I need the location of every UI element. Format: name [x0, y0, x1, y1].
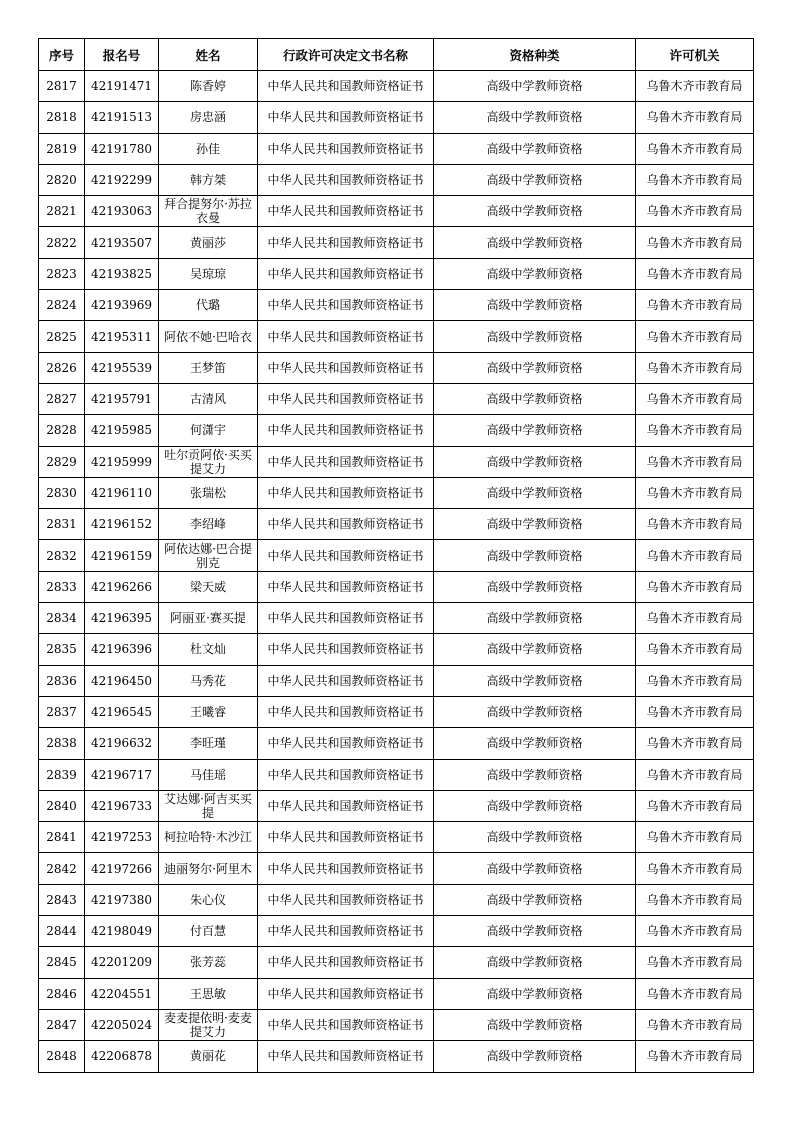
cell-licensing-authority: 乌鲁木齐市教育局 — [636, 1041, 754, 1072]
table-row — [39, 446, 754, 477]
cell-document-name: 中华人民共和国教师资格证书 — [258, 290, 434, 321]
cell-qualification-type: 高级中学教师资格 — [434, 509, 636, 540]
cell-licensing-authority: 乌鲁木齐市教育局 — [636, 571, 754, 602]
cell-licensing-authority: 乌鲁木齐市教育局 — [636, 164, 754, 195]
table-row — [39, 509, 754, 540]
cell-serial-number: 2830 — [39, 477, 85, 508]
cell-name: 王曦睿 — [159, 696, 258, 727]
table-row — [39, 853, 754, 884]
cell-licensing-authority: 乌鲁木齐市教育局 — [636, 415, 754, 446]
cell-qualification-type: 高级中学教师资格 — [434, 258, 636, 289]
cell-qualification-type: 高级中学教师资格 — [434, 853, 636, 884]
cell-licensing-authority: 乌鲁木齐市教育局 — [636, 822, 754, 853]
cell-serial-number: 2843 — [39, 884, 85, 915]
cell-registration-number: 42204551 — [85, 978, 159, 1009]
cell-document-name: 中华人民共和国教师资格证书 — [258, 728, 434, 759]
cell-name: 王梦笛 — [159, 352, 258, 383]
cell-registration-number: 42197253 — [85, 822, 159, 853]
cell-licensing-authority: 乌鲁木齐市教育局 — [636, 227, 754, 258]
cell-serial-number: 2827 — [39, 383, 85, 414]
cell-licensing-authority: 乌鲁木齐市教育局 — [636, 196, 754, 227]
cell-qualification-type: 高级中学教师资格 — [434, 571, 636, 602]
cell-document-name: 中华人民共和国教师资格证书 — [258, 383, 434, 414]
cell-registration-number: 42196545 — [85, 696, 159, 727]
table-row — [39, 696, 754, 727]
table-row — [39, 477, 754, 508]
cell-document-name: 中华人民共和国教师资格证书 — [258, 352, 434, 383]
cell-document-name: 中华人民共和国教师资格证书 — [258, 571, 434, 602]
cell-document-name: 中华人民共和国教师资格证书 — [258, 164, 434, 195]
cell-document-name: 中华人民共和国教师资格证书 — [258, 790, 434, 821]
cell-serial-number: 2832 — [39, 540, 85, 571]
table-body — [39, 71, 754, 1073]
table-row — [39, 603, 754, 634]
cell-qualification-type: 高级中学教师资格 — [434, 415, 636, 446]
table-header — [39, 39, 754, 71]
cell-name: 迪丽努尔·阿里木 — [159, 853, 258, 884]
cell-registration-number: 42196396 — [85, 634, 159, 665]
cell-registration-number: 42195311 — [85, 321, 159, 352]
cell-qualification-type: 高级中学教师资格 — [434, 634, 636, 665]
cell-licensing-authority: 乌鲁木齐市教育局 — [636, 884, 754, 915]
table-row — [39, 665, 754, 696]
cell-registration-number: 42193063 — [85, 196, 159, 227]
cell-name: 梁天威 — [159, 571, 258, 602]
table-row — [39, 102, 754, 133]
cell-qualification-type: 高级中学教师资格 — [434, 352, 636, 383]
cell-registration-number: 42197380 — [85, 884, 159, 915]
cell-name: 朱心仪 — [159, 884, 258, 915]
cell-registration-number: 42206878 — [85, 1041, 159, 1072]
cell-licensing-authority: 乌鲁木齐市教育局 — [636, 102, 754, 133]
table-row — [39, 227, 754, 258]
cell-serial-number: 2838 — [39, 728, 85, 759]
cell-registration-number: 42196110 — [85, 477, 159, 508]
header-row — [39, 39, 754, 71]
cell-qualification-type: 高级中学教师资格 — [434, 728, 636, 759]
cell-licensing-authority: 乌鲁木齐市教育局 — [636, 603, 754, 634]
cell-name: 付百慧 — [159, 916, 258, 947]
cell-name: 韩方桀 — [159, 164, 258, 195]
cell-licensing-authority: 乌鲁木齐市教育局 — [636, 383, 754, 414]
cell-document-name: 中华人民共和国教师资格证书 — [258, 916, 434, 947]
cell-serial-number: 2841 — [39, 822, 85, 853]
cell-document-name: 中华人民共和国教师资格证书 — [258, 978, 434, 1009]
cell-document-name: 中华人民共和国教师资格证书 — [258, 759, 434, 790]
cell-name: 吴琼琼 — [159, 258, 258, 289]
cell-name: 代璐 — [159, 290, 258, 321]
cell-document-name: 中华人民共和国教师资格证书 — [258, 822, 434, 853]
cell-registration-number: 42193825 — [85, 258, 159, 289]
cell-serial-number: 2835 — [39, 634, 85, 665]
cell-licensing-authority: 乌鲁木齐市教育局 — [636, 759, 754, 790]
table-row — [39, 164, 754, 195]
cell-qualification-type: 高级中学教师资格 — [434, 822, 636, 853]
cell-name: 李绍峰 — [159, 509, 258, 540]
cell-serial-number: 2839 — [39, 759, 85, 790]
cell-document-name: 中华人民共和国教师资格证书 — [258, 603, 434, 634]
cell-serial-number: 2847 — [39, 1009, 85, 1040]
cell-document-name: 中华人民共和国教师资格证书 — [258, 102, 434, 133]
cell-qualification-type: 高级中学教师资格 — [434, 102, 636, 133]
cell-document-name: 中华人民共和国教师资格证书 — [258, 477, 434, 508]
cell-serial-number: 2820 — [39, 164, 85, 195]
cell-qualification-type: 高级中学教师资格 — [434, 947, 636, 978]
cell-qualification-type: 高级中学教师资格 — [434, 696, 636, 727]
cell-name: 马佳瑶 — [159, 759, 258, 790]
cell-document-name: 中华人民共和国教师资格证书 — [258, 1041, 434, 1072]
table-row — [39, 196, 754, 227]
cell-serial-number: 2842 — [39, 853, 85, 884]
cell-serial-number: 2833 — [39, 571, 85, 602]
cell-registration-number: 42191513 — [85, 102, 159, 133]
cell-name: 张芳蕊 — [159, 947, 258, 978]
cell-registration-number: 42196450 — [85, 665, 159, 696]
table-row — [39, 415, 754, 446]
cell-name: 李旺瑾 — [159, 728, 258, 759]
cell-licensing-authority: 乌鲁木齐市教育局 — [636, 133, 754, 164]
cell-licensing-authority: 乌鲁木齐市教育局 — [636, 540, 754, 571]
cell-registration-number: 42196632 — [85, 728, 159, 759]
table-row — [39, 884, 754, 915]
cell-licensing-authority: 乌鲁木齐市教育局 — [636, 790, 754, 821]
cell-name: 杜文灿 — [159, 634, 258, 665]
cell-qualification-type: 高级中学教师资格 — [434, 227, 636, 258]
cell-qualification-type: 高级中学教师资格 — [434, 978, 636, 1009]
table-row — [39, 1041, 754, 1072]
cell-licensing-authority: 乌鲁木齐市教育局 — [636, 728, 754, 759]
cell-name: 孙佳 — [159, 133, 258, 164]
table-row — [39, 352, 754, 383]
cell-qualification-type: 高级中学教师资格 — [434, 321, 636, 352]
cell-name: 阿依不她·巴哈衣 — [159, 321, 258, 352]
cell-document-name: 中华人民共和国教师资格证书 — [258, 540, 434, 571]
cell-qualification-type: 高级中学教师资格 — [434, 1009, 636, 1040]
cell-qualification-type: 高级中学教师资格 — [434, 759, 636, 790]
cell-document-name: 中华人民共和国教师资格证书 — [258, 947, 434, 978]
cell-registration-number: 42195539 — [85, 352, 159, 383]
table-row — [39, 571, 754, 602]
cell-qualification-type: 高级中学教师资格 — [434, 477, 636, 508]
cell-serial-number: 2844 — [39, 916, 85, 947]
cell-qualification-type: 高级中学教师资格 — [434, 884, 636, 915]
cell-serial-number: 2846 — [39, 978, 85, 1009]
header-document-name: 行政许可决定文书名称 — [258, 39, 434, 71]
cell-serial-number: 2823 — [39, 258, 85, 289]
cell-qualification-type: 高级中学教师资格 — [434, 540, 636, 571]
cell-licensing-authority: 乌鲁木齐市教育局 — [636, 696, 754, 727]
cell-qualification-type: 高级中学教师资格 — [434, 71, 636, 102]
cell-registration-number: 42196159 — [85, 540, 159, 571]
cell-licensing-authority: 乌鲁木齐市教育局 — [636, 1009, 754, 1040]
cell-licensing-authority: 乌鲁木齐市教育局 — [636, 509, 754, 540]
cell-registration-number: 42196152 — [85, 509, 159, 540]
cell-document-name: 中华人民共和国教师资格证书 — [258, 258, 434, 289]
header-qualification-type: 资格种类 — [434, 39, 636, 71]
cell-serial-number: 2821 — [39, 196, 85, 227]
cell-qualification-type: 高级中学教师资格 — [434, 446, 636, 477]
header-name: 姓名 — [159, 39, 258, 71]
cell-registration-number: 42195999 — [85, 446, 159, 477]
cell-serial-number: 2825 — [39, 321, 85, 352]
cell-registration-number: 42196717 — [85, 759, 159, 790]
cell-serial-number: 2829 — [39, 446, 85, 477]
table-row — [39, 383, 754, 414]
cell-serial-number: 2848 — [39, 1041, 85, 1072]
cell-document-name: 中华人民共和国教师资格证书 — [258, 71, 434, 102]
cell-qualification-type: 高级中学教师资格 — [434, 133, 636, 164]
cell-name: 柯拉哈特·木沙江 — [159, 822, 258, 853]
cell-name: 麦麦提依明·麦麦提艾力 — [159, 1009, 258, 1040]
cell-licensing-authority: 乌鲁木齐市教育局 — [636, 321, 754, 352]
cell-licensing-authority: 乌鲁木齐市教育局 — [636, 290, 754, 321]
cell-licensing-authority: 乌鲁木齐市教育局 — [636, 446, 754, 477]
cell-document-name: 中华人民共和国教师资格证书 — [258, 884, 434, 915]
table-row — [39, 133, 754, 164]
cell-serial-number: 2845 — [39, 947, 85, 978]
cell-licensing-authority: 乌鲁木齐市教育局 — [636, 916, 754, 947]
table-row — [39, 634, 754, 665]
cell-licensing-authority: 乌鲁木齐市教育局 — [636, 665, 754, 696]
table-row — [39, 947, 754, 978]
cell-serial-number: 2836 — [39, 665, 85, 696]
cell-name: 阿丽亚·赛买提 — [159, 603, 258, 634]
cell-name: 拜合提努尔·苏拉衣曼 — [159, 196, 258, 227]
cell-document-name: 中华人民共和国教师资格证书 — [258, 446, 434, 477]
cell-registration-number: 42191780 — [85, 133, 159, 164]
cell-serial-number: 2819 — [39, 133, 85, 164]
cell-registration-number: 42195985 — [85, 415, 159, 446]
cell-registration-number: 42193969 — [85, 290, 159, 321]
cell-name: 马秀花 — [159, 665, 258, 696]
cell-document-name: 中华人民共和国教师资格证书 — [258, 227, 434, 258]
cell-registration-number: 42196395 — [85, 603, 159, 634]
cell-document-name: 中华人民共和国教师资格证书 — [258, 665, 434, 696]
cell-registration-number: 42191471 — [85, 71, 159, 102]
table-row — [39, 978, 754, 1009]
cell-serial-number: 2840 — [39, 790, 85, 821]
table-row — [39, 290, 754, 321]
cell-registration-number: 42195791 — [85, 383, 159, 414]
cell-qualification-type: 高级中学教师资格 — [434, 665, 636, 696]
cell-name: 陈香婷 — [159, 71, 258, 102]
cell-document-name: 中华人民共和国教师资格证书 — [258, 415, 434, 446]
cell-name: 房忠涵 — [159, 102, 258, 133]
cell-document-name: 中华人民共和国教师资格证书 — [258, 853, 434, 884]
cell-serial-number: 2828 — [39, 415, 85, 446]
cell-serial-number: 2826 — [39, 352, 85, 383]
table-row — [39, 321, 754, 352]
cell-licensing-authority: 乌鲁木齐市教育局 — [636, 978, 754, 1009]
cell-qualification-type: 高级中学教师资格 — [434, 196, 636, 227]
cell-document-name: 中华人民共和国教师资格证书 — [258, 133, 434, 164]
cell-licensing-authority: 乌鲁木齐市教育局 — [636, 71, 754, 102]
cell-licensing-authority: 乌鲁木齐市教育局 — [636, 352, 754, 383]
cell-serial-number: 2831 — [39, 509, 85, 540]
table-row — [39, 822, 754, 853]
cell-serial-number: 2837 — [39, 696, 85, 727]
table-row — [39, 258, 754, 289]
header-licensing-authority: 许可机关 — [636, 39, 754, 71]
cell-serial-number: 2824 — [39, 290, 85, 321]
cell-registration-number: 42193507 — [85, 227, 159, 258]
cell-name: 古清风 — [159, 383, 258, 414]
cell-serial-number: 2822 — [39, 227, 85, 258]
cell-qualification-type: 高级中学教师资格 — [434, 164, 636, 195]
cell-registration-number: 42198049 — [85, 916, 159, 947]
cell-document-name: 中华人民共和国教师资格证书 — [258, 1009, 434, 1040]
teacher-certificate-table — [38, 38, 754, 1073]
cell-registration-number: 42201209 — [85, 947, 159, 978]
table-row — [39, 1009, 754, 1040]
cell-qualification-type: 高级中学教师资格 — [434, 790, 636, 821]
cell-document-name: 中华人民共和国教师资格证书 — [258, 509, 434, 540]
cell-registration-number: 42205024 — [85, 1009, 159, 1040]
table-row — [39, 916, 754, 947]
cell-registration-number: 42197266 — [85, 853, 159, 884]
table-row — [39, 540, 754, 571]
cell-registration-number: 42196733 — [85, 790, 159, 821]
table-row — [39, 790, 754, 821]
cell-name: 何潇宇 — [159, 415, 258, 446]
cell-licensing-authority: 乌鲁木齐市教育局 — [636, 634, 754, 665]
cell-document-name: 中华人民共和国教师资格证书 — [258, 634, 434, 665]
cell-licensing-authority: 乌鲁木齐市教育局 — [636, 853, 754, 884]
cell-serial-number: 2818 — [39, 102, 85, 133]
table-row — [39, 71, 754, 102]
cell-name: 黄丽莎 — [159, 227, 258, 258]
table-row — [39, 728, 754, 759]
cell-name: 阿依达娜·巴合提别克 — [159, 540, 258, 571]
cell-name: 张瑞松 — [159, 477, 258, 508]
cell-licensing-authority: 乌鲁木齐市教育局 — [636, 258, 754, 289]
cell-serial-number: 2817 — [39, 71, 85, 102]
cell-registration-number: 42192299 — [85, 164, 159, 195]
cell-registration-number: 42196266 — [85, 571, 159, 602]
cell-serial-number: 2834 — [39, 603, 85, 634]
cell-licensing-authority: 乌鲁木齐市教育局 — [636, 947, 754, 978]
cell-name: 王思敏 — [159, 978, 258, 1009]
cell-document-name: 中华人民共和国教师资格证书 — [258, 321, 434, 352]
header-registration-number: 报名号 — [85, 39, 159, 71]
cell-name: 黄丽花 — [159, 1041, 258, 1072]
cell-document-name: 中华人民共和国教师资格证书 — [258, 696, 434, 727]
header-serial-number: 序号 — [39, 39, 85, 71]
cell-document-name: 中华人民共和国教师资格证书 — [258, 196, 434, 227]
cell-name: 吐尔贡阿依·买买提艾力 — [159, 446, 258, 477]
cell-qualification-type: 高级中学教师资格 — [434, 1041, 636, 1072]
cell-name: 艾达娜·阿吉买买提 — [159, 790, 258, 821]
cell-qualification-type: 高级中学教师资格 — [434, 916, 636, 947]
cell-qualification-type: 高级中学教师资格 — [434, 603, 636, 634]
cell-licensing-authority: 乌鲁木齐市教育局 — [636, 477, 754, 508]
cell-qualification-type: 高级中学教师资格 — [434, 290, 636, 321]
table-row — [39, 759, 754, 790]
cell-qualification-type: 高级中学教师资格 — [434, 383, 636, 414]
